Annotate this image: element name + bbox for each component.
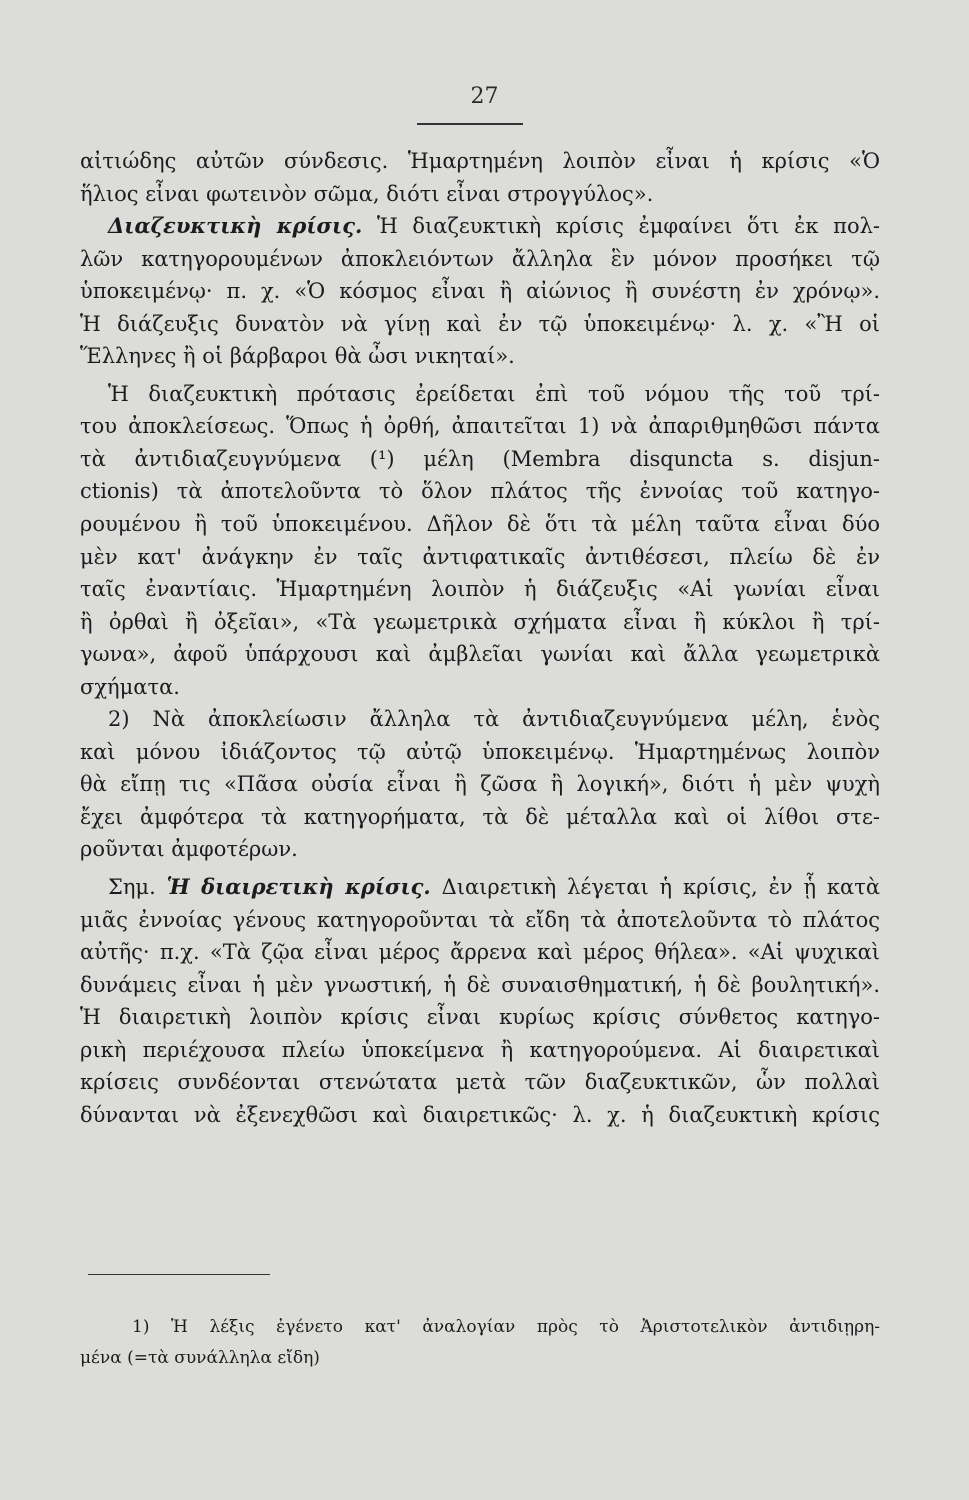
footnote-rule [88, 1274, 270, 1275]
text-line: θὰ εἴπῃ τις «Πᾶσα οὐσία εἶναι ἢ ζῶσα ἢ λογική», διότι ἡ μὲν ψυχὴ [80, 772, 880, 797]
text-line: μὲν κατ' ἀνάγκην ἐν ταῖς ἀντιφατικαῖς ἀντιθέσεσι, πλείω δὲ ἐν [80, 544, 880, 569]
text-line: κρίσεις συνδέονται στενώτατα μετὰ τῶν διαζευκτικῶν, ὧν πολλαὶ [80, 1070, 880, 1095]
text-line: Ἡ διαιρετικὴ λοιπὸν κρίσις εἶναι κυρίως κρίσις σύνθετος κατηγο- [80, 1005, 880, 1030]
text-line: μιᾶς ἐννοίας γένους κατηγοροῦνται τὰ εἴδη τὰ ἀποτελοῦντα τὸ πλάτος [80, 907, 880, 932]
paragraph [80, 145, 880, 210]
text-line: τὰ ἀντιδιαζευγνύμενα (¹) μέλη (Membra disquncta s. disjun- [80, 446, 880, 471]
section-term: Διαζευκτικὴ κρίσις. [108, 213, 363, 239]
note-paragraph [80, 871, 880, 1131]
main-text [80, 145, 880, 1131]
text-line: ctionis) τὰ ἀποτελοῦντα τὸ ὅλον πλάτος τῆς ἐννοίας τοῦ κατηγο- [80, 479, 880, 504]
text-line: ρουμένου ἢ τοῦ ὑποκειμένου. Δῆλον δὲ ὅτι τὰ μέλη ταῦτα εἶναι δύο [80, 512, 880, 537]
text-line: δυνάμεις εἶναι ἡ μὲν γνωστική, ἡ δὲ συναισθηματική, ἡ δὲ βουλητική». [80, 972, 880, 997]
section-term: Ἡ διαιρετικὴ κρίσις. [166, 874, 431, 900]
text-line: ἥλιος εἶναι φωτεινὸν σῶμα, διότι εἶναι στρογγύλος». [80, 181, 654, 206]
footnote [80, 1312, 880, 1374]
text-line: ταῖς ἐναντίαις. Ἡμαρτημένη λοιπὸν ἡ διάζευξις «Αἱ γωνίαι εἶναι [80, 577, 880, 602]
text-line: αἰτιώδης αὐτῶν σύνδεσις. Ἡμαρτημένη λοιπὸν εἶναι ἡ κρίσις «Ὁ [80, 149, 880, 173]
text-line: Ἡ διάζευξις δυνατὸν νὰ γίνῃ καὶ ἐν τῷ ὑποκειμένῳ· λ. χ. «Ἢ οἱ [80, 311, 880, 336]
text-line: του ἀποκλείσεως. Ὅπως ἡ ὀρθή, ἀπαιτεῖται 1) νὰ ἀπαριθμηθῶσι πάντα [80, 414, 880, 439]
text-line: ροῦνται ἀμφοτέρων. [80, 837, 298, 862]
text-line: ρικὴ περιέχουσα πλείω ὑποκείμενα ἢ κατηγορούμενα. Αἱ διαιρετικαὶ [80, 1037, 880, 1062]
text-line: 2) Νὰ ἀποκλείωσιν ἄλληλα τὰ ἀντιδιαζευγνύμενα μέλη, ἑνὸς [108, 707, 880, 732]
text-line: ἔχει ἀμφότερα τὰ κατηγορήματα, τὰ δὲ μέταλλα καὶ οἱ λίθοι στε- [80, 804, 880, 829]
text-line: Ἡ διαζευκτικὴ πρότασις ἐρείδεται ἐπὶ τοῦ νόμου τῆς τοῦ τρί- [108, 381, 880, 406]
text-line: αὐτῆς· π.χ. «Τὰ ζῷα εἶναι μέρος ἄρρενα καὶ μέρος θήλεα». «Αἱ ψυχικαὶ [80, 940, 880, 965]
text-line: σχήματα. [80, 674, 180, 699]
text-line: δύνανται νὰ ἐξενεχθῶσι καὶ διαιρετικῶς· λ. χ. ἡ διαζευκτικὴ κρίσις [80, 1102, 880, 1127]
text-line: Ἕλληνες ἢ οἱ βάρβαροι θὰ ὦσι νικηταί». [80, 344, 515, 369]
text-line: λῶν κατηγορουμένων ἀποκλειόντων ἄλληλα ἓν μόνον προσήκει τῷ [80, 246, 880, 271]
header-rule [417, 123, 523, 125]
text-line: καὶ μόνου ἰδιάζοντος τῷ αὐτῷ ὑποκειμένῳ. Ἡμαρτημένως λοιπὸν [80, 739, 880, 764]
footnote-line: μένα (=τὰ συνάλληλα εἴδη) [80, 1348, 320, 1368]
footnote-line: 1) Ἡ λέξις ἐγένετο κατ' ἀναλογίαν πρὸς τὸ Ἀριστοτελικὸν ἀντιδιῃρη- [132, 1317, 880, 1337]
paragraph [80, 378, 880, 703]
text-line: ὑποκειμένῳ· π. χ. «Ὁ κόσμος εἶναι ἢ αἰώνιος ἢ συνέστη ἐν χρόνῳ». [80, 279, 880, 304]
text-line: Σημ. Ἡ διαιρετικὴ κρίσις. Διαιρετικὴ λέγεται ἡ κρίσις, ἐν ᾗ κατὰ [108, 874, 880, 900]
page-number: 27 [470, 84, 499, 109]
text-line: γωνα», ἀφοῦ ὑπάρχουσι καὶ ἀμβλεῖαι γωνίαι καὶ ἄλλα γεωμετρικὰ [80, 642, 880, 667]
text-line: Διαζευκτικὴ κρίσις. Ἡ διαζευκτικὴ κρίσις ἐμφαίνει ὅτι ἐκ πολ- [108, 213, 880, 239]
text-line: ἢ ὀρθαὶ ἢ ὀξεῖαι», «Τὰ γεωμετρικὰ σχήματα εἶναι ἢ κύκλοι ἢ τρί- [80, 609, 880, 634]
paragraph [80, 703, 880, 866]
note-prefix: Σημ. [108, 875, 167, 900]
paragraph [80, 210, 880, 373]
